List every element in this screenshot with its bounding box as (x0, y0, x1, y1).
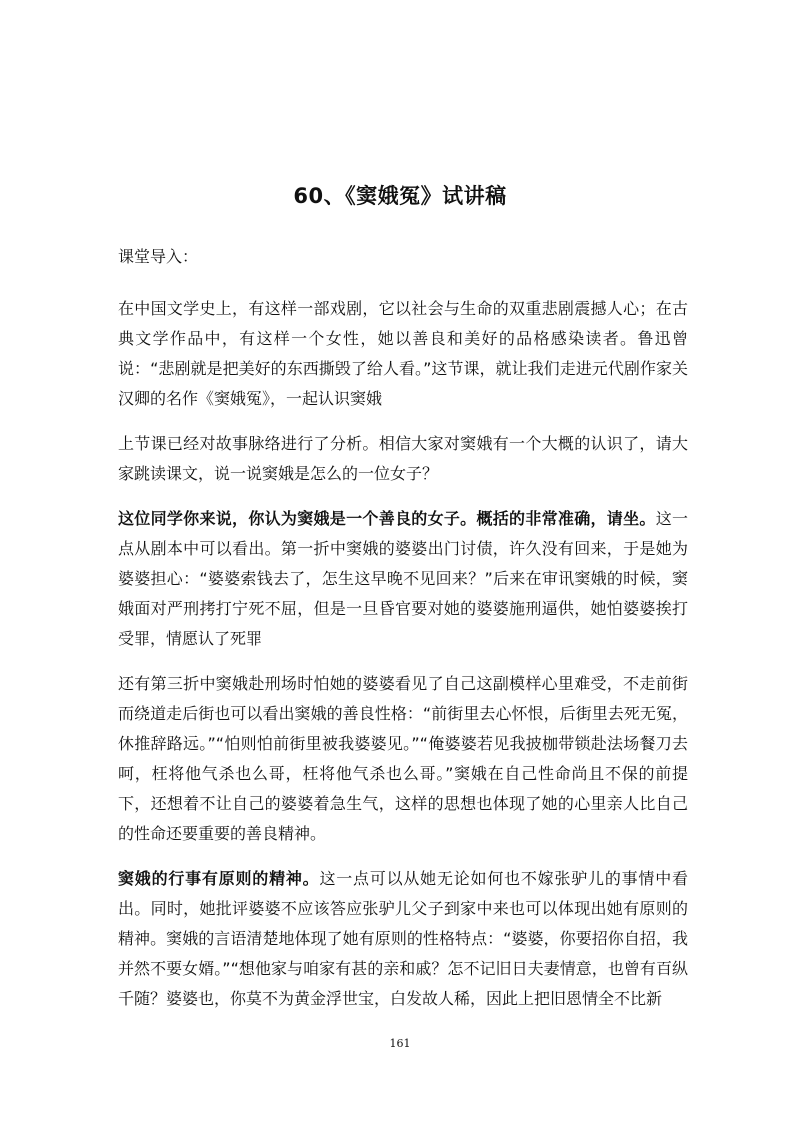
paragraph-lead-bold: 窦娥的行事有原则的精神。 (118, 869, 320, 888)
paragraph (118, 864, 688, 1014)
paragraph (118, 294, 688, 414)
paragraph-text: 课堂导入： (118, 247, 199, 266)
paragraph (118, 669, 688, 849)
paragraph-text: 这一点从剧本中可以看出。第一折中窦娥的婆婆出门讨债，许久没有回来，于是她为婆婆担心：“婆婆索钱去了，怎生这早晚不见回来？”后来在审讯窦娥的时候，窦娥面对严刑拷打宁死不屈，但是一旦昏官要对她的婆婆施刑逼供，她怕婆婆挨打受罪，情愿认了死罪 (118, 509, 688, 648)
page-number: 161 (389, 1037, 411, 1050)
paragraph (118, 429, 688, 489)
paragraph (118, 504, 688, 654)
paragraph-text: 在中国文学史上，有这样一部戏剧，它以社会与生命的双重悲剧震撼人心；在古典文学作品中，有这样一个女性，她以善良和美好的品格感染读者。鲁迅曾说：“悲剧就是把美好的东西撕毁了给人看。”这节课，就让我们走进元代剧作家关汉卿的名作《窦娥冤》，一起认识窦娥 (118, 299, 688, 408)
document-body (118, 242, 688, 1029)
document-title: 60、《窦娥冤》试讲稿 (293, 184, 507, 208)
paragraph-text: 这一点可以从她无论如何也不嫁张驴儿的事情中看出。同时，她批评婆婆不应该答应张驴儿父子到家中来也可以体现出她有原则的精神。窦娥的言语清楚地体现了她有原则的性格特点：“婆婆，你要招你自招，我并然不要女婿。”“想他家与咱家有甚的亲和戚？怎不记旧日夫妻情意，也曾有百纵千随？婆婆也，你莫不为黄金浮世宝，白发故人稀，因此上把旧恩情全不比新 (118, 869, 688, 1008)
paragraph-lead-bold: 这位同学你来说，你认为窦娥是一个善良的女子。概括的非常准确，请坐。 (118, 509, 656, 528)
paragraph-text: 上节课已经对故事脉络进行了分析。相信大家对窦娥有一个大概的认识了，请大家跳读课文，说一说窦娥是怎么的一位女子？ (118, 434, 688, 483)
paragraph-intro-heading (118, 242, 688, 272)
paragraph-text: 还有第三折中窦娥赴刑场时怕她的婆婆看见了自己这副模样心里难受，不走前街而绕道走后街也可以看出窦娥的善良性格：“前街里去心怀恨，后街里去死无冤，休推辞路远。”“怕则怕前街里被我婆婆见。”“俺婆婆若见我披枷带锁赴法场餐刀去呵，枉将他气杀也么哥，枉将他气杀也么哥。”窦娥在自己性命尚且不保的前提下，还想着不让自己的婆婆着急生气，这样的思想也体现了她的心里亲人比自己的性命还要重要的善良精神。 (118, 674, 688, 843)
